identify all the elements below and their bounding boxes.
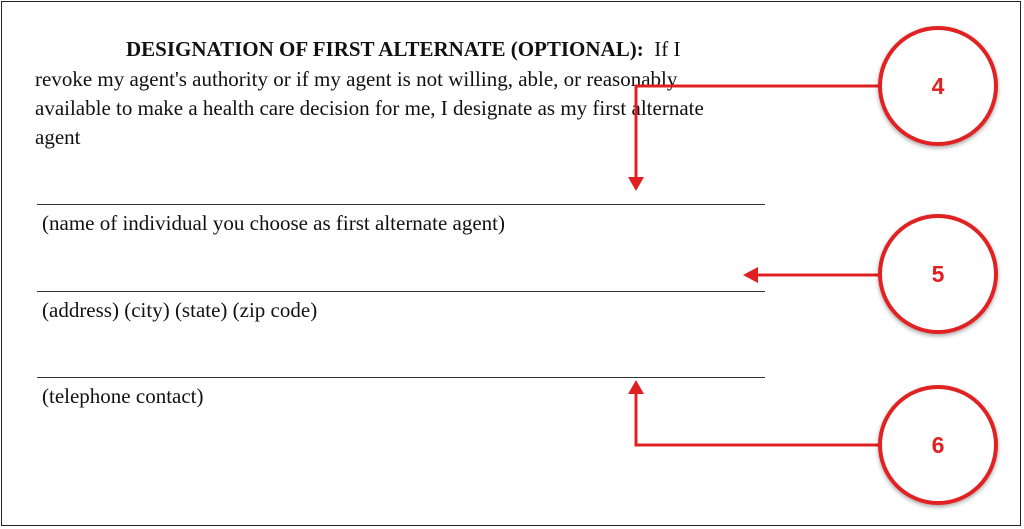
callout-6-number: 6 xyxy=(931,432,945,458)
paragraph-line-1: revoke my agent's authority or if my agent is not willing, able, or reasonably xyxy=(35,67,678,91)
callout-4-arrow xyxy=(628,86,880,191)
address-field-caption: (address) (city) (state) (zip code) xyxy=(42,298,318,322)
section-heading: DESIGNATION OF FIRST ALTERNATE (OPTIONAL): xyxy=(126,37,644,61)
telephone-field-caption: (telephone contact) xyxy=(42,384,204,408)
callout-5-arrow xyxy=(743,267,880,283)
paragraph-line-2: available to make a health care decision for me, I designate as my first alternate xyxy=(35,96,704,120)
callout-4-number: 4 xyxy=(931,73,945,99)
callout-5-number: 5 xyxy=(931,261,945,287)
paragraph-line-3: agent xyxy=(35,125,81,149)
callout-6-arrow xyxy=(628,380,880,445)
heading-tail-text: If I xyxy=(654,37,681,61)
name-field-caption: (name of individual you choose as first alternate agent) xyxy=(42,211,506,235)
